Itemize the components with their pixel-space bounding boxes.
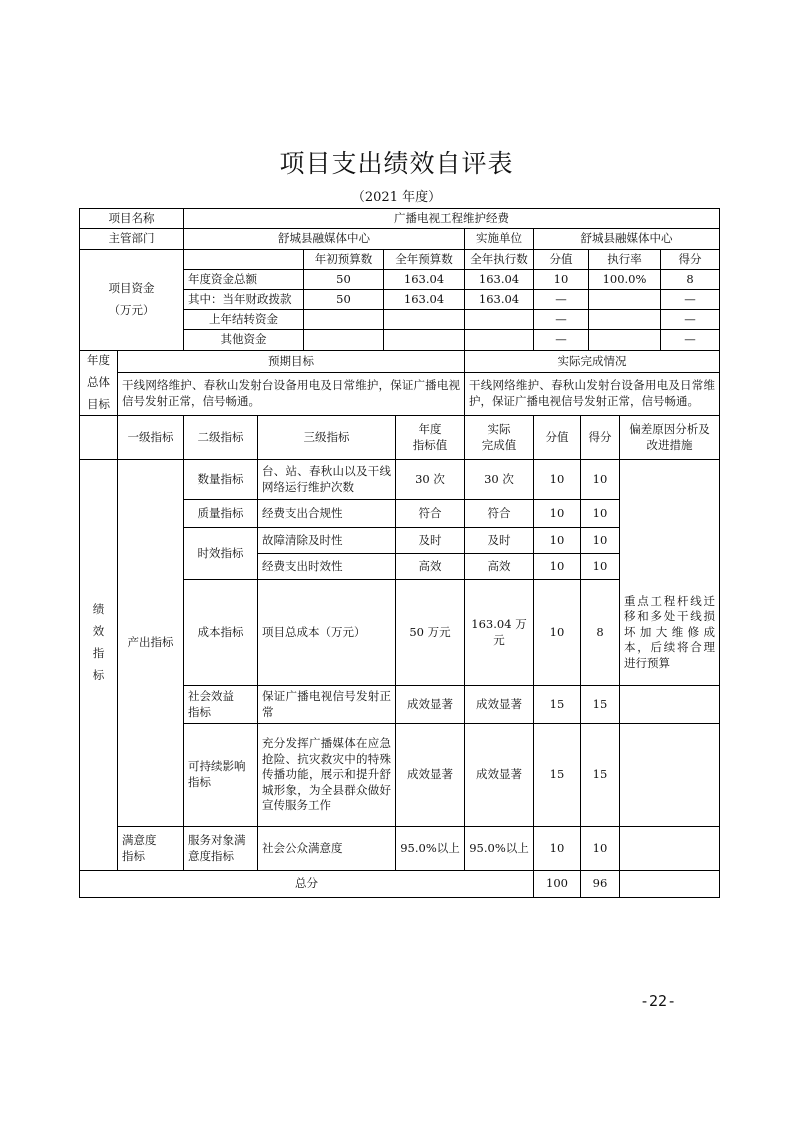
indicator-target: 高效 — [418, 558, 442, 573]
indicator-name: 经费支出合规性 — [262, 505, 343, 520]
satisfaction-l2-label: 服务对象满 意度指标 — [188, 832, 246, 863]
indicator-header-level1: 一级指标 — [127, 429, 174, 444]
funds-cell-name: 年度资金总额 — [188, 271, 257, 286]
indicator-score-value: 15 — [549, 767, 565, 782]
indicator-actual: 30 次 — [484, 471, 514, 486]
indicator-score: 10 — [592, 505, 608, 520]
indicator-target: 30 次 — [415, 471, 445, 486]
funds-cell-score_value: — — [555, 311, 567, 326]
funds-cell-budget: 163.04 — [403, 291, 445, 306]
funds-label: 项目资金 （万元） — [108, 281, 155, 317]
social-indicator-label: 社会效益 指标 — [188, 688, 234, 719]
indicator-score-value: 10 — [549, 532, 565, 547]
indicator-name: 保证广播电视信号发射正常 — [262, 688, 391, 719]
indicator-target: 及时 — [418, 532, 442, 547]
implementer-label: 实施单位 — [476, 231, 522, 246]
funds-cell-rate — [589, 310, 660, 329]
actual-goal-text: 干线网络维护、春秋山发射台设备用电及日常维护，保证广播电视信号发射正常，信号畅通。 — [469, 378, 715, 408]
indicator-actual: 成效显著 — [476, 767, 522, 782]
project-name-label: 项目名称 — [108, 210, 155, 225]
indicator-score-value: 10 — [549, 624, 565, 639]
indicator-name: 社会公众满意度 — [262, 840, 343, 855]
indicator-name: 项目总成本（万元） — [262, 624, 366, 639]
indicator-actual: 高效 — [487, 558, 511, 573]
indicator-name: 台、站、春秋山以及干线网络运行维护次数 — [262, 463, 391, 494]
indicators-section-label: 绩 效 指 标 — [92, 602, 105, 682]
indicator-actual: 163.04 万元 — [471, 616, 527, 647]
indicator-score: 10 — [592, 840, 608, 855]
indicator-score: 10 — [592, 558, 608, 573]
timeliness-indicator-label: 时效指标 — [197, 545, 244, 560]
funds-cell-executed — [465, 330, 533, 350]
department-value: 舒城县融媒体中心 — [278, 231, 370, 246]
indicator-actual: 符合 — [487, 505, 511, 520]
funds-cell-score: — — [684, 311, 696, 326]
satisfaction-l1-label: 满意度 指标 — [122, 832, 157, 863]
indicator-name: 故障清除及时性 — [262, 532, 343, 547]
indicator-target: 成效显著 — [407, 696, 453, 711]
funds-cell-executed — [465, 310, 533, 329]
funds-cell-score: 8 — [686, 271, 694, 286]
table-rule — [79, 897, 720, 898]
output-indicator-label: 产出指标 — [127, 635, 174, 650]
total-score: 96 — [592, 876, 608, 891]
indicator-score-value: 10 — [549, 840, 565, 855]
indicator-target: 50 万元 — [409, 624, 451, 639]
cost-indicator-label: 成本指标 — [197, 624, 244, 639]
funds-header: 执行率 — [607, 251, 642, 266]
funds-cell-executed: 163.04 — [478, 291, 520, 306]
funds-cell-budget — [384, 330, 464, 350]
indicator-target: 成效显著 — [407, 767, 453, 782]
indicator-score-value: 10 — [549, 471, 565, 486]
table-rule — [719, 208, 720, 898]
indicator-target: 符合 — [418, 505, 442, 520]
indicator-deviation: 重点工程杆线迁移和多处干线损坏加大维修成本，后续将合理进行预算 — [624, 593, 715, 670]
actual-goal-header: 实际完成情况 — [557, 353, 627, 368]
funds-cell-initial — [304, 330, 383, 350]
indicator-header-level3: 三级指标 — [303, 429, 350, 444]
funds-cell-initial — [304, 310, 383, 329]
indicator-target: 95.0%以上 — [400, 840, 460, 855]
funds-cell-rate: 100.0% — [602, 271, 647, 286]
project-name-value: 广播电视工程维护经费 — [394, 210, 509, 225]
funds-cell-score: — — [684, 332, 696, 347]
indicator-name: 充分发挥广播媒体在应急抢险、抗灾救灾中的特殊传播功能，展示和提升舒城形象，为全县群众做好宣传服务工作 — [262, 736, 391, 813]
total-label: 总分 — [295, 876, 318, 891]
indicator-header-level2: 二级指标 — [197, 429, 244, 444]
funds-cell-budget — [384, 310, 464, 329]
funds-cell-rate — [589, 290, 660, 309]
goals-label: 年度 总体 目标 — [87, 353, 110, 411]
indicator-header-score: 得分 — [588, 429, 612, 444]
page-number: -22- — [640, 992, 677, 1010]
indicator-score: 10 — [592, 471, 608, 486]
indicator-actual: 95.0%以上 — [469, 840, 529, 855]
performance-table — [79, 208, 719, 897]
total-value: 100 — [546, 876, 568, 891]
sustain-indicator-label: 可持续影响 指标 — [188, 759, 246, 789]
department-label: 主管部门 — [108, 231, 155, 246]
indicator-score: 15 — [592, 696, 608, 711]
funds-header: 全年执行数 — [470, 251, 528, 266]
funds-cell-name: 其他资金 — [220, 332, 267, 347]
funds-cell-initial: 50 — [336, 291, 351, 306]
indicator-header-actual: 实际 完成值 — [481, 421, 517, 452]
indicator-score: 10 — [592, 532, 608, 547]
funds-cell-initial: 50 — [336, 271, 351, 286]
quantity-indicator-label: 数量指标 — [197, 471, 244, 486]
funds-cell-score: — — [684, 291, 696, 306]
funds-cell-name: 上年结转资金 — [209, 311, 278, 326]
funds-cell-budget: 163.04 — [403, 271, 445, 286]
indicator-header-deviation: 偏差原因分析及 改进措施 — [629, 421, 710, 452]
indicator-score: 8 — [596, 624, 604, 639]
page-title: 项目支出绩效自评表 — [279, 149, 514, 178]
funds-cell-score_value: — — [555, 291, 567, 306]
indicator-score-value: 10 — [549, 505, 565, 520]
indicator-name: 经费支出时效性 — [262, 558, 343, 573]
indicator-actual: 及时 — [487, 532, 511, 547]
indicator-header-score_value: 分值 — [545, 429, 569, 444]
funds-cell-executed: 163.04 — [478, 271, 520, 286]
funds-header: 分值 — [549, 251, 573, 266]
indicator-score: 15 — [592, 767, 608, 782]
funds-cell-score_value: 10 — [553, 271, 569, 286]
funds-header: 年初预算数 — [314, 251, 373, 266]
funds-header: 全年预算数 — [395, 251, 453, 266]
indicator-score-value: 10 — [549, 558, 565, 573]
funds-cell-rate — [589, 330, 660, 350]
implementer-value: 舒城县融媒体中心 — [580, 231, 673, 246]
indicator-score-value: 15 — [549, 696, 565, 711]
expected-goal-text: 干线网络维护、春秋山发射台设备用电及日常维护，保证广播电视信号发射正常，信号畅通。 — [122, 378, 460, 408]
year-subtitle: （2021 年度） — [351, 190, 442, 205]
funds-header: 得分 — [678, 251, 702, 266]
funds-cell-name: 其中：当年财政拨款 — [188, 291, 292, 306]
expected-goal-header: 预期目标 — [268, 353, 314, 368]
indicator-header-target: 年度 指标值 — [412, 421, 448, 452]
funds-cell-score_value: — — [555, 332, 567, 347]
indicator-actual: 成效显著 — [476, 696, 522, 711]
quality-indicator-label: 质量指标 — [197, 505, 244, 520]
